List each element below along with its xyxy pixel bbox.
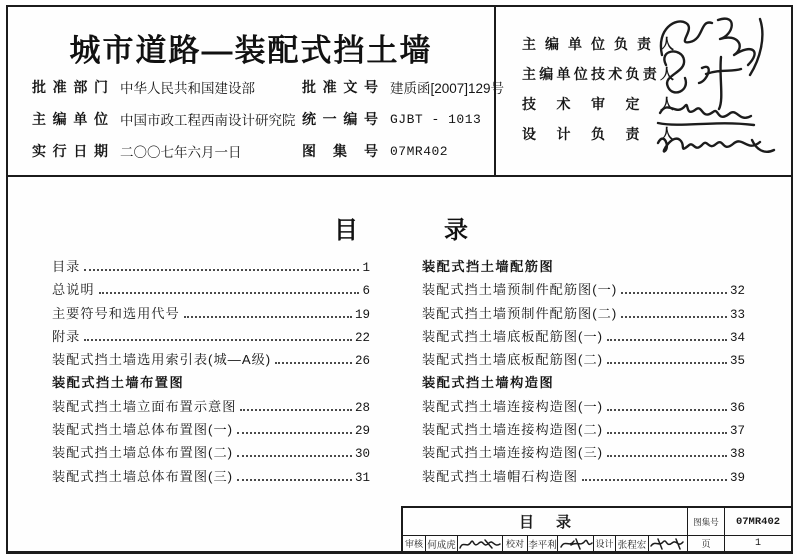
dotted-leader	[240, 409, 352, 411]
toc-entry-page: 32	[729, 284, 745, 299]
toc-entry	[422, 349, 745, 372]
toc-section	[52, 372, 370, 395]
toc-entry-page: 1	[362, 261, 370, 275]
toc-entry-title: 装配式挡土墙立面布置示意图	[52, 398, 237, 414]
toc-entry-title: 附录	[52, 328, 81, 344]
toc-entry-page: 30	[354, 447, 370, 462]
toc-entry	[52, 442, 370, 465]
toc-entry-title: 装配式挡土墙总体布置图(二)	[52, 445, 234, 461]
credit-role-proofreader: 校对	[502, 536, 527, 551]
credit-role-designer: 设计	[593, 536, 615, 551]
toc-entry-title: 装配式挡土墙总体布置图(一)	[52, 422, 234, 438]
toc-entry	[422, 326, 745, 349]
dotted-leader	[607, 339, 727, 341]
toc-heading-char-lu: 录	[444, 217, 554, 244]
toc-entry-title: 装配式挡土墙帽石构造图	[422, 468, 579, 484]
dotted-leader	[184, 316, 352, 318]
title-block-bottom-row	[403, 536, 791, 551]
toc-entry-title: 总说明	[52, 282, 95, 298]
page-number: 1	[724, 536, 791, 551]
info-value-effective-date: 二〇〇七年六月一日	[120, 145, 242, 160]
dotted-leader	[621, 292, 727, 294]
toc-entry-title: 装配式挡土墙连接构造图(三)	[422, 445, 604, 461]
toc-entry-page: 38	[729, 447, 745, 462]
atlas-no-value: 07MR402	[724, 508, 791, 535]
toc-entry	[422, 279, 745, 302]
dotted-leader	[582, 479, 727, 481]
sheet-title-text: 目录	[518, 514, 593, 531]
toc-section	[422, 256, 745, 279]
toc-entry	[52, 396, 370, 419]
toc-entry	[52, 419, 370, 442]
credit-name-proofreader: 李平利	[527, 536, 557, 551]
role-label-unit-tech-head: 主编单位技术负责人	[522, 66, 674, 82]
title-block-top-row	[403, 508, 791, 536]
toc-entry	[422, 466, 745, 489]
info-label-chief-editor-unit: 主编单位	[32, 111, 108, 127]
toc-entry-page: 26	[354, 354, 370, 369]
toc-entry-page: 31	[354, 470, 370, 485]
toc-column-left	[52, 256, 370, 489]
dotted-leader	[607, 432, 727, 434]
toc-entry-page: 39	[729, 470, 745, 485]
toc-entry-title: 装配式挡土墙连接构造图(二)	[422, 422, 604, 438]
toc-entry-title: 装配式挡土墙底板配筋图(一)	[422, 328, 604, 344]
toc-section-title: 装配式挡土墙构造图	[422, 375, 555, 391]
info-value-unified-no: GJBT - 1013	[390, 111, 482, 127]
page-label: 页	[687, 536, 724, 551]
toc-entry-title: 装配式挡土墙总体布置图(三)	[52, 468, 234, 484]
info-label-effective-date: 实行日期	[32, 143, 108, 159]
toc-entry	[422, 442, 745, 465]
toc-entry-page: 34	[729, 330, 745, 345]
toc-entry-page: 35	[729, 354, 745, 369]
toc-entry	[52, 279, 370, 302]
dotted-leader	[84, 269, 359, 271]
toc-entry-page: 19	[354, 307, 370, 322]
info-label-approve-dept: 批准部门	[32, 79, 108, 95]
atlas-no-label: 图集号	[687, 508, 724, 535]
info-label-unified-no: 统一编号	[302, 111, 378, 127]
toc-entry	[52, 466, 370, 489]
credit-name-designer: 张程宏	[615, 536, 648, 551]
designer-signature-icon	[648, 536, 687, 551]
atlas-title: 城市道路—装配式挡土墙	[69, 33, 433, 68]
info-label-atlas-no: 图集号	[302, 143, 378, 159]
info-value-atlas-no: 07MR402	[390, 143, 449, 159]
credit-name-reviewer: 何成虎	[425, 536, 457, 551]
toc-entry-page: 6	[362, 284, 370, 299]
toc-entry-title: 装配式挡土墙底板配筋图(二)	[422, 352, 604, 368]
toc-heading-char-mu: 目	[334, 217, 444, 244]
toc-entry-page: 22	[354, 330, 370, 345]
toc-heading	[334, 210, 554, 245]
info-value-approve-doc-no: 建质函[2007]129号	[390, 81, 505, 96]
toc-entry	[422, 396, 745, 419]
toc-section-title: 装配式挡土墙布置图	[52, 375, 185, 391]
dotted-leader	[237, 479, 352, 481]
toc-entry-page: 36	[729, 400, 745, 415]
toc-entry	[52, 303, 370, 326]
handwritten-signatures-icon	[648, 11, 788, 163]
toc-entry	[52, 349, 370, 372]
toc-entry-page: 33	[729, 307, 745, 322]
dotted-leader	[99, 292, 360, 294]
toc-entry-page: 28	[354, 400, 370, 415]
toc-entry-title: 目录	[52, 259, 81, 274]
toc-column-right	[422, 256, 745, 489]
header-left-panel	[8, 7, 505, 175]
drawing-title-block	[401, 506, 791, 551]
toc-entry-title: 装配式挡土墙预制件配筋图(一)	[422, 282, 618, 298]
role-label-design-head: 设计负责人	[522, 126, 674, 142]
info-value-chief-editor-unit: 中国市政工程西南设计研究院	[120, 113, 296, 128]
toc-section-title: 装配式挡土墙配筋图	[422, 259, 555, 274]
toc-entry	[422, 419, 745, 442]
info-label-approve-doc-no: 批准文号	[302, 79, 378, 95]
dotted-leader	[84, 339, 352, 341]
toc-entry-page: 29	[354, 424, 370, 439]
dotted-leader	[275, 362, 352, 364]
toc-entry	[52, 256, 370, 279]
proofreader-signature-icon	[557, 536, 593, 551]
toc-entry-title: 主要符号和选用代号	[52, 305, 180, 321]
toc-section	[422, 372, 745, 395]
role-label-unit-head: 主编单位负责人	[522, 36, 674, 52]
responsible-persons-box	[494, 7, 791, 175]
dotted-leader	[237, 432, 352, 434]
dotted-leader	[607, 455, 727, 457]
toc-entry-page: 37	[729, 424, 745, 439]
approval-info-table	[32, 71, 505, 167]
sheet-title	[403, 508, 687, 535]
toc-entry	[422, 303, 745, 326]
header-section	[8, 7, 791, 177]
reviewer-signature-icon	[457, 536, 502, 551]
dotted-leader	[237, 455, 352, 457]
role-label-tech-reviewer: 技术审定人	[522, 96, 674, 112]
dotted-leader	[621, 316, 727, 318]
dotted-leader	[607, 362, 727, 364]
toc-entry-title: 装配式挡土墙连接构造图(一)	[422, 398, 604, 414]
toc-entry-title: 装配式挡土墙预制件配筋图(二)	[422, 305, 618, 321]
page-border-frame	[6, 5, 793, 554]
info-value-approve-dept: 中华人民共和国建设部	[120, 81, 255, 96]
credit-role-reviewer: 审核	[404, 539, 423, 549]
toc-entry-title: 装配式挡土墙选用索引表(城—A级)	[52, 352, 272, 368]
dotted-leader	[607, 409, 727, 411]
toc-entry	[52, 326, 370, 349]
